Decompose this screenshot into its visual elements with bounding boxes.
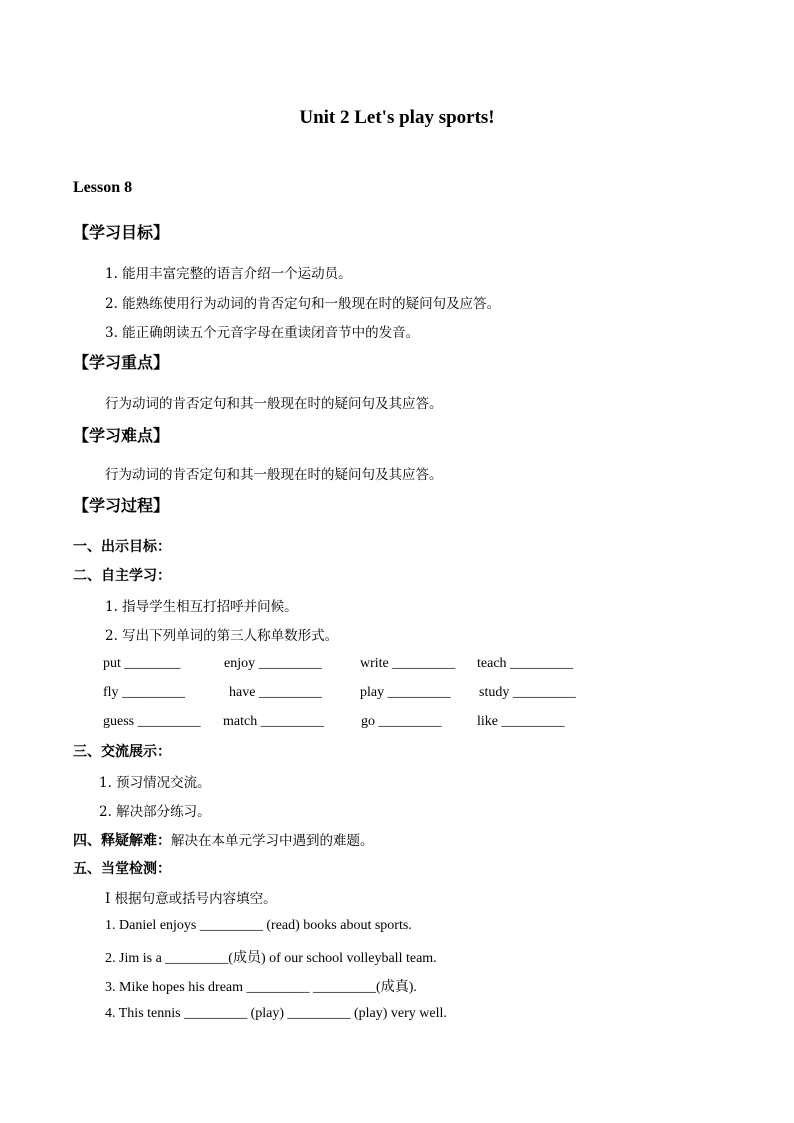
difficulties-text: 行为动词的肯否定句和其一般现在时的疑问句及其应答。: [105, 467, 443, 483]
word-blank: write _________: [360, 656, 456, 671]
section-5-intro: I 根据句意或括号内容填空。: [105, 891, 277, 907]
section-2-title: 二、自主学习：: [73, 568, 171, 584]
key-points-text: 行为动词的肯否定句和其一般现在时的疑问句及其应答。: [105, 396, 443, 412]
word-blank: study _________: [479, 685, 576, 700]
section-3-title: 三、交流展示：: [73, 744, 171, 760]
section-5-title: 五、当堂检测：: [73, 861, 171, 877]
word-blank: play _________: [360, 685, 451, 700]
objective-item-3: 3. 能正确朗读五个元音字母在重读闭音节中的发音。: [105, 325, 420, 341]
section-3-item-2: 2. 解决部分练习。: [99, 804, 211, 820]
lesson-label: Lesson 8: [73, 179, 133, 196]
section-4-text: 解决在本单元学习中遇到的难题。: [171, 833, 374, 849]
word-blank: teach _________: [477, 656, 574, 671]
word-blank: enjoy _________: [224, 656, 322, 671]
word-blank: like _________: [477, 714, 565, 729]
objectives-heading: 【学习目标】: [73, 223, 170, 242]
objective-item-2: 2. 能熟练使用行为动词的肯否定句和一般现在时的疑问句及应答。: [105, 296, 501, 312]
section-2-item-2: 2. 写出下列单词的第三人称单数形式。: [105, 628, 339, 644]
word-blank: match _________: [223, 714, 324, 729]
exercise-item-4: 4. This tennis _________ (play) _________ (play) very well.: [105, 1006, 447, 1021]
section-4: [73, 829, 374, 850]
word-blank: have _________: [229, 685, 322, 700]
page-title: Unit 2 Let's play sports!: [299, 107, 495, 128]
section-1-title: 一、出示目标：: [73, 539, 171, 555]
process-heading: 【学习过程】: [73, 496, 170, 515]
word-blank: put ________: [103, 656, 181, 671]
section-2-item-1: 1. 指导学生相互打招呼并问候。: [105, 599, 298, 615]
exercise-item-2: 2. Jim is a _________(成员) of our school volleyball team.: [105, 951, 437, 966]
word-blank: guess _________: [103, 714, 201, 729]
exercise-item-3: 3. Mike hopes his dream _________ _________(成真).: [105, 980, 417, 995]
difficulties-heading: 【学习难点】: [73, 426, 170, 445]
word-blank: go _________: [361, 714, 442, 729]
section-4-title: 四、释疑解难：: [73, 833, 171, 849]
section-3-item-1: 1. 预习情况交流。: [99, 775, 211, 791]
objective-item-1: 1. 能用丰富完整的语言介绍一个运动员。: [105, 266, 352, 282]
key-points-heading: 【学习重点】: [73, 353, 170, 372]
word-blank: fly _________: [103, 685, 186, 700]
exercise-item-1: 1. Daniel enjoys _________ (read) books about sports.: [105, 918, 412, 933]
